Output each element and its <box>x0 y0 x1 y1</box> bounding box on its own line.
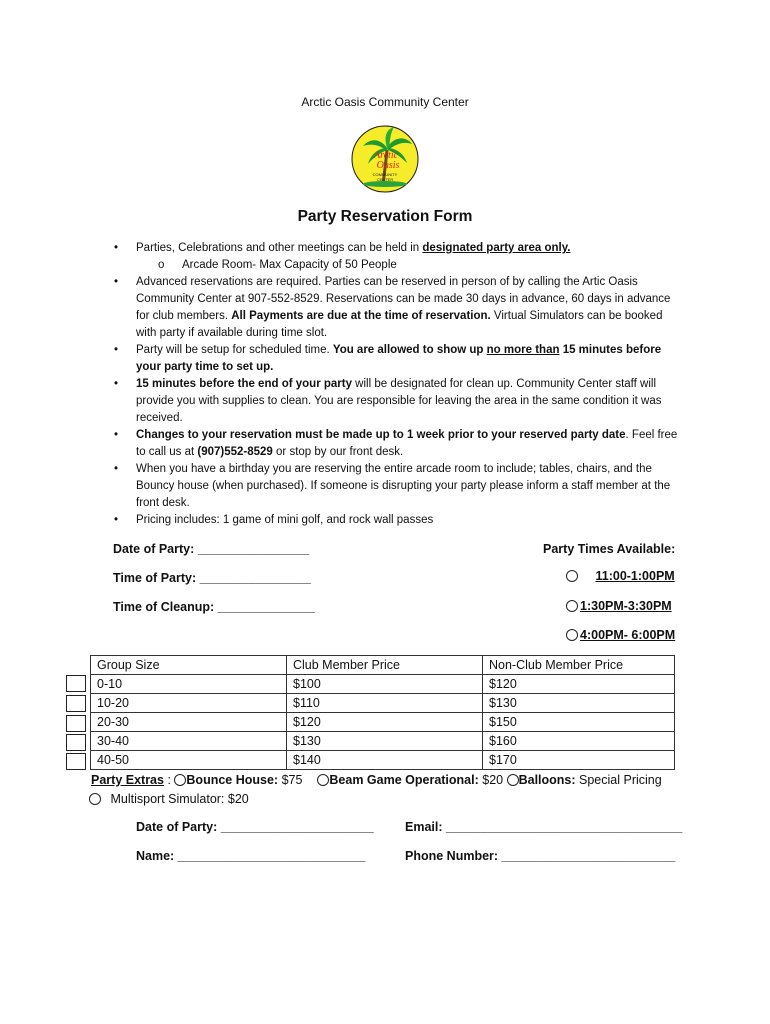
balloons-label: Balloons: <box>518 773 576 787</box>
radio-button-icon[interactable] <box>89 793 101 805</box>
org-name: Arctic Oasis Community Center <box>301 95 469 109</box>
logo-text-community: COMMUNITY <box>372 172 398 177</box>
table-cell: $120 <box>287 713 483 732</box>
logo-text-oasis: Oasis <box>376 160 400 171</box>
table-row <box>91 751 675 770</box>
group-size-checkbox[interactable] <box>66 695 86 712</box>
group-size-checkbox[interactable] <box>66 753 86 770</box>
pricing-table <box>90 655 675 770</box>
table-header: Non-Club Member Price <box>483 656 675 675</box>
table-row <box>91 694 675 713</box>
table-cell: $140 <box>287 751 483 770</box>
radio-button-icon[interactable] <box>566 570 578 582</box>
group-size-checkbox[interactable] <box>66 675 86 692</box>
rule-item: • Changes to your reservation must be made up to 1 week prior to your reserved party date. Feel free to call us at (907)552-8529 or stop by our front desk. <box>112 427 682 461</box>
multisport-label: Multisport Simulator: $20 <box>110 792 249 806</box>
bounce-house-label: Bounce House: <box>186 773 279 787</box>
table-cell: 40-50 <box>91 751 287 770</box>
rule-item: • Party will be setup for scheduled time. You are allowed to show up no more than 15 minutes before your party time to set up. <box>112 342 682 376</box>
table-cell: 10-20 <box>91 694 287 713</box>
phone-number-field[interactable]: Phone Number: _________________________ <box>405 849 676 863</box>
table-row <box>91 713 675 732</box>
time-slot-3[interactable]: 4:00PM- 6:00PM <box>566 628 675 642</box>
palm-tree-logo <box>350 124 420 194</box>
radio-button-icon[interactable] <box>174 774 186 786</box>
time-slot-2[interactable]: 1:30PM-3:30PM <box>566 599 672 613</box>
table-cell: 20-30 <box>91 713 287 732</box>
radio-button-icon[interactable] <box>317 774 329 786</box>
rule-item: • 15 minutes before the end of your party will be designated for clean up. Community Center staff will provide you with supplies to clean. You are responsible for leaving the area in the same condition it was received. <box>112 376 682 427</box>
group-size-checkbox[interactable] <box>66 715 86 732</box>
email-field[interactable]: Email: __________________________________ <box>405 820 683 834</box>
beam-game-label: Beam Game Operational: <box>329 773 479 787</box>
name-field[interactable]: Name: ___________________________ <box>136 849 366 863</box>
radio-button-icon[interactable] <box>566 629 578 641</box>
form-title: Party Reservation Form <box>297 208 473 225</box>
table-header: Club Member Price <box>287 656 483 675</box>
date-of-party-signature-field[interactable]: Date of Party: ______________________ <box>136 820 374 834</box>
rule-item: • Advanced reservations are required. Parties can be reserved in person of by calling the Artic Oasis Community Center at 907-552-8529. Reservations can be made 30 days in advance, 60 days in advance for club members. All Payments are due at the time of reservation. Virtual Simulators can be booked with party if available during time slot. <box>112 274 682 342</box>
table-cell: $130 <box>483 694 675 713</box>
radio-button-icon[interactable] <box>507 774 519 786</box>
time-of-cleanup-field[interactable]: Time of Cleanup: ______________ <box>113 600 315 614</box>
table-cell: $100 <box>287 675 483 694</box>
table-cell: $150 <box>483 713 675 732</box>
table-cell: $120 <box>483 675 675 694</box>
party-extras-label: Party Extras <box>91 773 164 787</box>
table-cell: $110 <box>287 694 483 713</box>
radio-button-icon[interactable] <box>566 600 578 612</box>
table-cell: $130 <box>287 732 483 751</box>
time-of-party-field[interactable]: Time of Party: ________________ <box>113 571 311 585</box>
party-extras-row: Party Extras : Bounce House: $75 Beam Game Operational: $20 Balloons: Special Pricing <box>91 773 662 787</box>
rule-item: • Pricing includes: 1 game of mini golf, and rock wall passes <box>112 512 682 529</box>
table-row <box>91 732 675 751</box>
rule-item: • When you have a birthday you are reserving the entire arcade room to include; tables, chairs, and the Bouncy house (when purchased). If someone is disrupting your party please inform a staff member at the front desk. <box>112 461 682 512</box>
table-cell: $170 <box>483 751 675 770</box>
table-row <box>91 675 675 694</box>
rule-subitem: o Arcade Room- Max Capacity of 50 People <box>136 257 682 274</box>
multisport-row <box>89 792 249 806</box>
table-cell: 0-10 <box>91 675 287 694</box>
party-times-heading: Party Times Available: <box>543 542 676 556</box>
table-cell: 30-40 <box>91 732 287 751</box>
date-of-party-field[interactable]: Date of Party: ________________ <box>113 542 309 556</box>
logo-text-center: CENTER <box>376 177 394 182</box>
table-header-row <box>91 656 675 675</box>
rule-item: • Parties, Celebrations and other meetings can be held in designated party area only. o Arcade Room- Max Capacity of 50 People <box>112 240 682 274</box>
time-slot-1[interactable]: 11:00-1:00PM <box>566 569 675 583</box>
logo-text-arctic: Arctic <box>373 150 399 161</box>
rules-list <box>112 240 682 529</box>
table-header: Group Size <box>91 656 287 675</box>
table-cell: $160 <box>483 732 675 751</box>
group-size-checkbox[interactable] <box>66 734 86 751</box>
